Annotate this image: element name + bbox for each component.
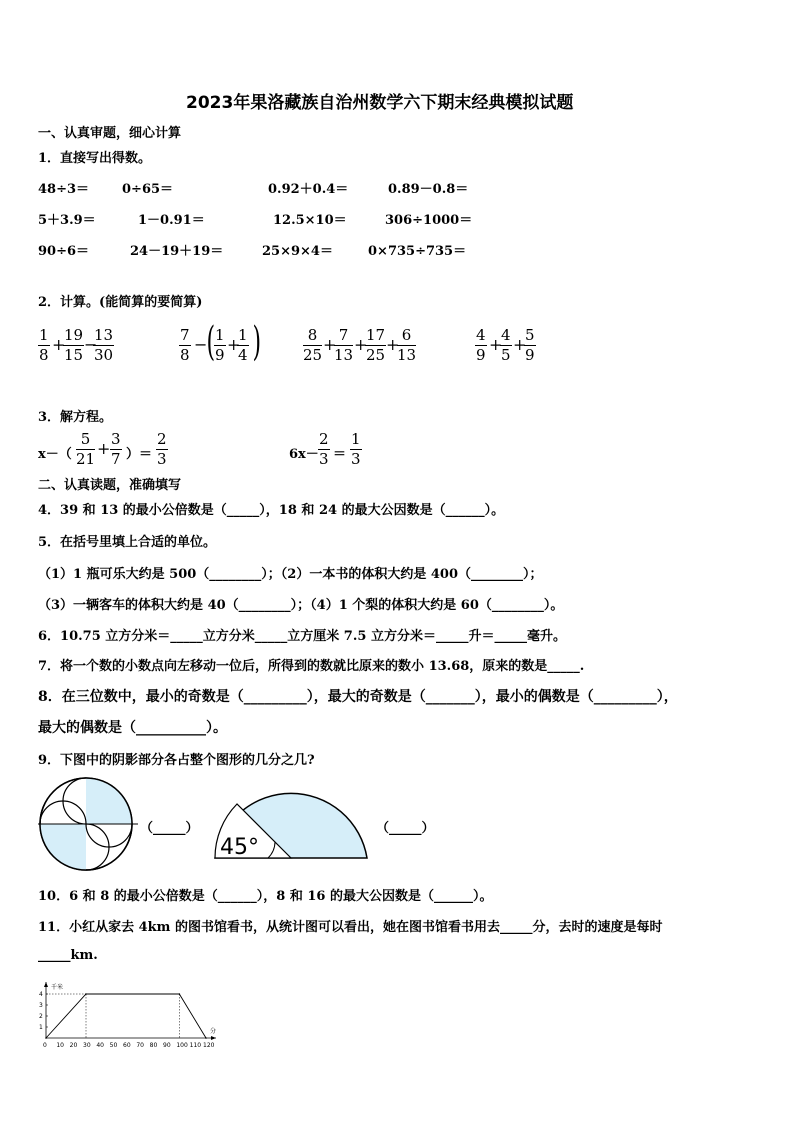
x-tick-label: 40 xyxy=(96,1042,104,1049)
fraction: $\frac{1}{4}$ xyxy=(238,326,248,364)
oral-item: 1－0.91＝ xyxy=(138,213,205,228)
oral-item: 306÷1000＝ xyxy=(385,213,473,228)
semicircle-sector-figure xyxy=(212,778,370,860)
fraction: $\frac{19}{15}$ xyxy=(64,326,84,364)
q5-line-2: （3）一辆客车的体积大约是 40（________）；（4）1 个梨的体积大约是 60（________）。 xyxy=(38,598,564,613)
fraction: $\frac{4}{5}$ xyxy=(501,326,511,364)
left-parenthesis: ( xyxy=(206,319,216,365)
fraction: $\frac{1}{9}$ xyxy=(215,326,225,364)
y-unit-label: 千米 xyxy=(51,984,64,991)
oral-item: 0.89－0.8＝ xyxy=(388,182,469,197)
q3-label: 3．解方程。 xyxy=(38,410,113,425)
fraction: $\frac{2}{3}$ xyxy=(319,430,329,468)
x-tick-label: 120 xyxy=(203,1042,215,1049)
x-tick-label: 70 xyxy=(136,1042,144,1049)
oral-item: 90÷6＝ xyxy=(38,244,90,259)
q9-blank-1: （_____） xyxy=(140,821,199,836)
distance-time-chart xyxy=(36,980,222,1050)
x-tick-label: 10 xyxy=(56,1042,64,1049)
fraction: $\frac{8}{25}$ xyxy=(303,326,323,364)
fraction: $\frac{6}{13}$ xyxy=(397,326,417,364)
q1-label: 1．直接写出得数。 xyxy=(38,151,152,166)
x-tick-label: 80 xyxy=(149,1042,158,1049)
x-tick-label: 0 xyxy=(43,1042,47,1049)
y-tick-label: 4 xyxy=(39,991,43,998)
fraction: $\frac{4}{9}$ xyxy=(476,326,486,364)
fraction: $\frac{7}{13}$ xyxy=(334,326,354,364)
fraction: $\frac{1}{8}$ xyxy=(39,326,49,364)
x-tick-label: 100 xyxy=(176,1042,188,1049)
q6-text: 6．10.75 立方分米＝_____立方分米_____立方厘米 7.5 立方分米＝_____升＝_____毫升。 xyxy=(38,629,566,644)
fraction: $\frac{7}{8}$ xyxy=(180,326,190,364)
series-line xyxy=(46,994,206,1038)
oral-item: 24－19＋19＝ xyxy=(130,244,224,259)
fraction: $\frac{3}{7}$ xyxy=(111,430,121,468)
q11-line-2: _____km. xyxy=(38,948,98,963)
section-1-heading: 一、认真审题，细心计算 xyxy=(38,126,182,141)
q4-text: 4．39 和 13 的最小公倍数是（_____），18 和 24 的最大公因数是（______）。 xyxy=(38,503,505,518)
oral-item: 0.92＋0.4＝ xyxy=(268,182,349,197)
oral-item: 0×735÷735＝ xyxy=(368,244,467,259)
q11-line-1: 11．小红从家去 4km 的图书馆看书，从统计图可以看出，她在图书馆看书用去_____分，去时的速度是每时 xyxy=(38,920,663,935)
oral-item: 48÷3＝ xyxy=(38,182,90,197)
page-title: 2023年果洛藏族自治州数学六下期末经典模拟试题 xyxy=(186,93,574,113)
q5-label: 5．在括号里填上合适的单位。 xyxy=(38,535,217,550)
fraction: $\frac{1}{3}$ xyxy=(351,430,361,468)
q2-label: 2．计算。(能简算的要简算) xyxy=(38,295,203,310)
x-tick-label: 90 xyxy=(163,1042,171,1049)
q9-blank-2: （_____） xyxy=(376,821,435,836)
oral-item: 5＋3.9＝ xyxy=(38,213,96,228)
section-2-heading: 二、认真读题，准确填写 xyxy=(38,478,182,493)
angle-label: 45° xyxy=(220,835,259,860)
y-tick-label: 1 xyxy=(39,1024,43,1031)
x-tick-label: 60 xyxy=(123,1042,131,1049)
right-parenthesis: ) xyxy=(252,319,262,365)
x-tick-label: 110 xyxy=(189,1042,202,1049)
fraction: $\frac{5}{9}$ xyxy=(525,326,535,364)
oral-item: 12.5×10＝ xyxy=(273,213,347,228)
q8-line-2: 最大的偶数是（__________）。 xyxy=(38,720,227,736)
shaded-circle-figure xyxy=(38,777,138,873)
x-tick-label: 50 xyxy=(109,1042,118,1049)
y-axis-arrow xyxy=(44,982,48,987)
x-tick-label: 20 xyxy=(69,1042,78,1049)
q5-line-1: （1）1 瓶可乐大约是 500（________）；（2）一本书的体积大约是 400（________）； xyxy=(38,567,543,582)
oral-item: 25×9×4＝ xyxy=(262,244,333,259)
q8-line-1: 8．在三位数中，最小的奇数是（_________），最大的奇数是（_______），最小的偶数是（_________）， xyxy=(38,689,678,705)
fraction: $\frac{17}{25}$ xyxy=(366,326,386,364)
q7-text: 7．将一个数的小数点向左移动一位后，所得到的数就比原来的数小 13.68，原来的数是_____. xyxy=(38,659,585,674)
x-tick-label: 30 xyxy=(83,1042,91,1049)
y-tick-label: 2 xyxy=(39,1013,43,1020)
x-unit-label: 分 xyxy=(210,1028,217,1035)
fraction: $\frac{2}{3}$ xyxy=(157,430,167,468)
y-tick-label: 3 xyxy=(39,1002,43,1009)
oral-item: 0÷65＝ xyxy=(122,182,174,197)
fraction: $\frac{13}{30}$ xyxy=(94,326,114,364)
q10-text: 10．6 和 8 的最小公倍数是（______），8 和 16 的最大公因数是（______）。 xyxy=(38,889,493,904)
q9-label: 9．下图中的阴影部分各占整个图形的几分之几? xyxy=(38,753,315,768)
x-axis-arrow xyxy=(211,1036,216,1040)
fraction: $\frac{5}{21}$ xyxy=(76,430,96,468)
